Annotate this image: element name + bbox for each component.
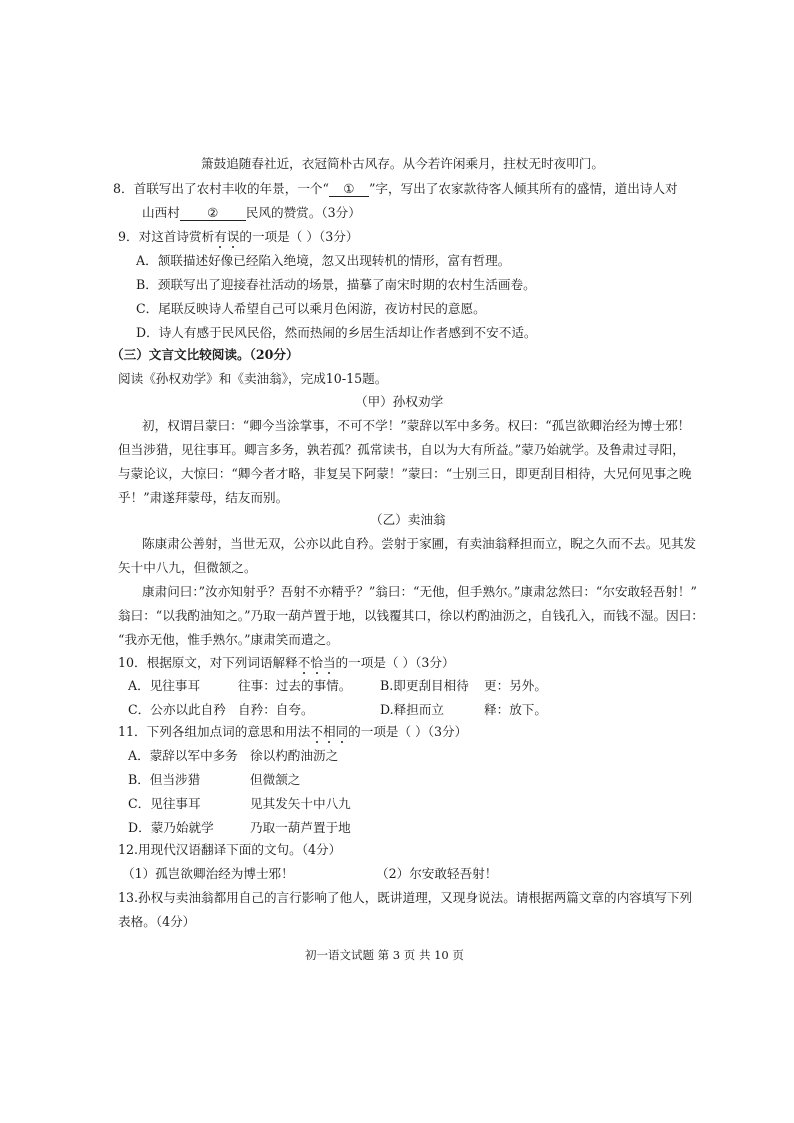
q8-text-c: 山西村 bbox=[142, 205, 180, 220]
q10-emphasis-char: 当 bbox=[322, 655, 336, 670]
text-a-title: （甲）孙权劝学 bbox=[355, 394, 444, 409]
question-13-line2: 表格。（4分） bbox=[118, 914, 196, 929]
question-11-stem bbox=[118, 724, 467, 740]
q12-sentence-1: （1）孤岂欲卿治经为博士邪！ bbox=[122, 866, 294, 881]
text-b-line: 康肃问曰：”汝亦知射乎？吾射不亦精乎？”翁曰：“无他，但手熟尔。”康肃忿然曰：“尔安敢轻吾射！” bbox=[142, 584, 697, 599]
q10-emphasis-char: 恰 bbox=[310, 655, 323, 670]
q11-text-a: 11．下列各组加点词的意思和用法 bbox=[118, 724, 311, 739]
q11-option-d-right: 乃取一葫芦置于地 bbox=[250, 820, 351, 835]
q11-emphasis-char: 不 bbox=[310, 724, 323, 739]
q10-option-a-word: A．见往事耳 bbox=[128, 678, 201, 693]
q11-text-b: 的一项是（ ）（3分） bbox=[348, 724, 468, 739]
q10-option-d-word: D.释担而立 bbox=[380, 702, 445, 717]
question-8-line1 bbox=[113, 181, 678, 197]
q10-option-a-def: 往事：过去的事情。 bbox=[238, 678, 352, 693]
q9-option-c: C．尾联反映诗人希望自己可以乘月色闲游，夜访村民的意愿。 bbox=[136, 301, 486, 316]
q9-option-b: B．颈联写出了迎接春社活动的场景，描摹了南宋时期的农村生活画卷。 bbox=[136, 277, 536, 292]
q9-emphasis-char: 有 bbox=[214, 229, 227, 244]
q9-option-a: A．颔联描述好像已经陷入绝境，忽又出现转机的情形，富有哲理。 bbox=[136, 253, 511, 268]
text-b-line: 陈康肃公善射，当世无双，公亦以此自矜。尝射于家圃，有卖油翁释担而立，睨之久而不去。见其发 bbox=[142, 536, 697, 551]
q8-text-a: 8．首联写出了农村丰收的年景，一个“ bbox=[113, 181, 329, 196]
q11-option-a-left: A．蒙辞以军中多务 bbox=[128, 748, 238, 763]
page-footer: 初一语文试题 第 3 页 共 10 页 bbox=[305, 948, 464, 962]
q10-option-c-def: 自矜：自夸。 bbox=[238, 702, 314, 717]
q10-option-b-def: 更：另外。 bbox=[484, 678, 547, 693]
text-b-line: 翁曰：“以我酌油知之。”乃取一葫芦置于地，以钱覆其口，徐以杓酌油沥之，自钱孔入，而钱不湿。因曰： bbox=[118, 608, 704, 623]
q10-option-c-word: C．公亦以此自矜 bbox=[128, 702, 226, 717]
text-a-line: 初，权谓吕蒙曰：“卿今当涂掌事，不可不学！”蒙辞以军中多务。权曰：“孤岂欲卿治经为博士邪！ bbox=[142, 418, 691, 433]
text-b-line: 矢十中八九，但微颔之。 bbox=[118, 560, 257, 575]
q8-blank-1[interactable]: ① bbox=[329, 182, 369, 197]
q10-text-b: 的一项是（ ）（3分） bbox=[335, 655, 455, 670]
q10-option-b-word: B.即更刮目相待 bbox=[380, 678, 469, 693]
q11-option-c-left: C．见往事耳 bbox=[128, 796, 201, 811]
q9-text-a: 9．对这首诗赏析 bbox=[118, 229, 215, 244]
q11-option-b-right: 但微颔之 bbox=[250, 772, 301, 787]
q11-emphasis-char: 同 bbox=[335, 724, 349, 739]
q12-sentence-2: （2）尔安敢轻吾射！ bbox=[376, 866, 498, 881]
q8-text-b: ”字，写出了农家款待客人倾其所有的盛情，道出诗人对 bbox=[368, 181, 678, 196]
text-b-line: “我亦无他，惟手熟尔。”康肃笑而遣之。 bbox=[118, 632, 339, 647]
text-a-line: 乎！”肃遂拜蒙母，结友而别。 bbox=[118, 490, 289, 505]
question-9-stem bbox=[118, 229, 358, 245]
q11-emphasis-char: 相 bbox=[322, 724, 336, 739]
text-a-line: 与蒙论议，大惊曰：“卿今者才略，非复吴下阿蒙！”蒙曰：“士别三日，即更刮目相待，大兄何见事之晚 bbox=[118, 466, 692, 481]
q11-option-c-right: 见其发矢十中八九 bbox=[250, 796, 351, 811]
q10-emphasis-char: 不 bbox=[297, 655, 311, 670]
question-12-stem: 12.用现代汉语翻译下面的文句。（4分） bbox=[118, 842, 342, 857]
q8-text-d: 民风的赞赏。（3分） bbox=[245, 205, 361, 220]
q10-text-a: 10．根据原文，对下列词语解释 bbox=[118, 655, 298, 670]
q9-emphasis-char: 误 bbox=[226, 229, 240, 244]
reading-intro: 阅读《孙权劝学》和《卖油翁》，完成10-15题。 bbox=[118, 371, 388, 386]
text-b-title: （乙）卖油翁 bbox=[370, 512, 446, 527]
q9-option-d: D．诗人有感于民风民俗，然而热闹的乡居生活却让作者感到不安不适。 bbox=[136, 325, 537, 340]
q10-option-d-def: 释：放下。 bbox=[484, 702, 547, 717]
q11-option-d-left: D．蒙乃始就学 bbox=[128, 820, 214, 835]
question-8-line2 bbox=[142, 205, 361, 221]
q11-option-b-left: B．但当涉猎 bbox=[128, 772, 201, 787]
poem-last-lines: 箫鼓追随春社近，衣冠简朴古风存。从今若许闲乘月，拄杖无时夜叩门。 bbox=[201, 156, 604, 171]
q11-option-a-right: 徐以杓酌油沥之 bbox=[250, 748, 339, 763]
question-13-line1: 13.孙权与卖油翁都用自己的言行影响了他人，既讲道理，又现身说法。请根据两篇文章的内容填写下列 bbox=[118, 890, 693, 905]
question-10-stem bbox=[118, 655, 455, 671]
q9-text-b: 的一项是（ ）（3分） bbox=[239, 229, 359, 244]
q8-blank-2[interactable]: ② bbox=[180, 206, 246, 221]
section-3-heading: （三）文言文比较阅读。（20分） bbox=[111, 347, 299, 362]
text-a-line: 但当涉猎，见往事耳。卿言多务，孰若孤？孤常读书，自以为大有所益。”蒙乃始就学。及鲁肃过寻阳， bbox=[118, 442, 685, 457]
